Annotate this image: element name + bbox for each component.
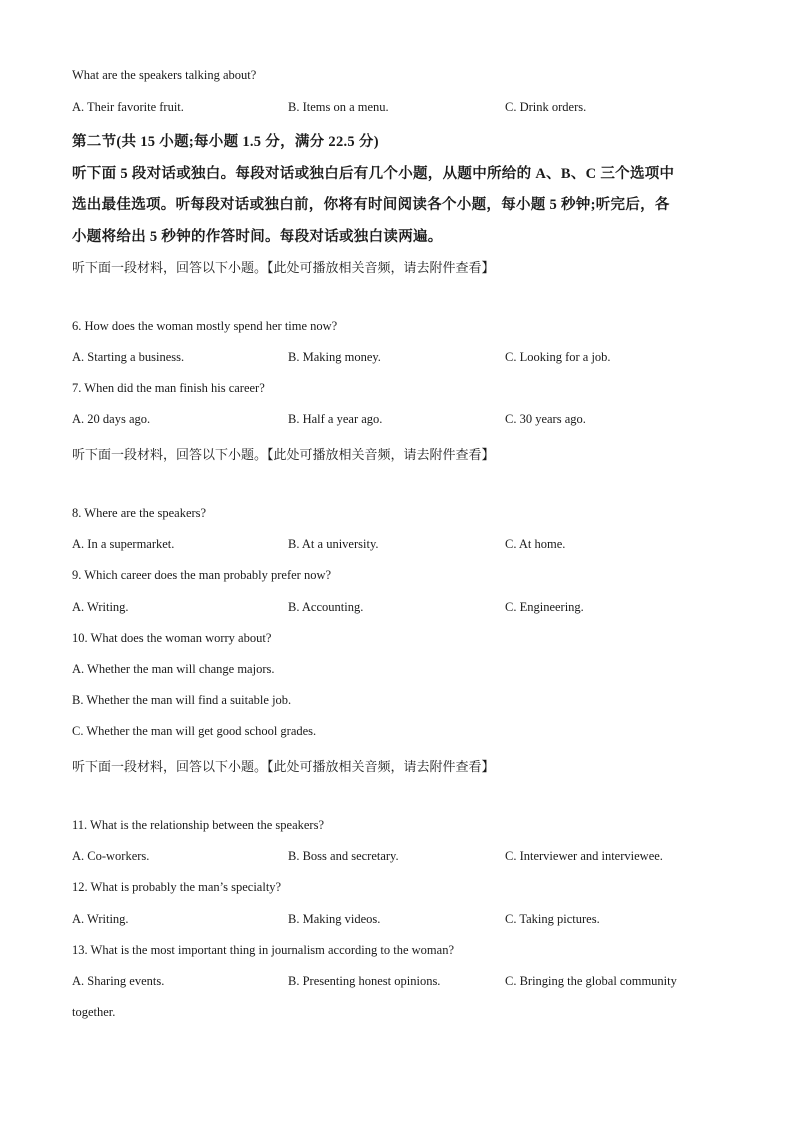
option-b: B. Items on a menu. bbox=[288, 100, 389, 114]
question-13-options bbox=[72, 974, 732, 992]
question-9-stem: 9. Which career does the man probably prefer now? bbox=[72, 568, 332, 582]
option-c: C. Interviewer and interviewee. bbox=[505, 849, 663, 863]
section-heading: 第二节(共 15 小题;每小题 1.5 分，满分 22.5 分) bbox=[72, 134, 379, 150]
option-a: A. Starting a business. bbox=[72, 350, 185, 364]
option-c: C. Looking for a job. bbox=[505, 350, 611, 364]
option-c: C. Taking pictures. bbox=[505, 912, 600, 926]
question-7-options bbox=[72, 412, 732, 430]
option-a: A. Their favorite fruit. bbox=[72, 100, 184, 114]
question-8-stem: 8. Where are the speakers? bbox=[72, 506, 207, 520]
question-13-stem: 13. What is the most important thing in journalism according to the woman? bbox=[72, 943, 454, 957]
option-b: B. Making money. bbox=[288, 350, 381, 364]
option-a: A. Writing. bbox=[72, 912, 129, 926]
option-b: B. Accounting. bbox=[288, 600, 364, 614]
question-6-stem: 6. How does the woman mostly spend her time now? bbox=[72, 319, 338, 333]
option-a: A. 20 days ago. bbox=[72, 412, 151, 426]
option-a: A. Co-workers. bbox=[72, 849, 150, 863]
option-c: C. 30 years ago. bbox=[505, 412, 586, 426]
option-c: C. Bringing the global community bbox=[505, 974, 677, 988]
question-10-stem: 10. What does the woman worry about? bbox=[72, 631, 272, 645]
option-a: A. Whether the man will change majors. bbox=[72, 662, 275, 676]
option-b: B. Making videos. bbox=[288, 912, 381, 926]
instructions-line-2: 选出最佳选项。听每段对话或独白前，你将有时间阅读各个小题，每小题 5 秒钟;听完后，各 bbox=[72, 197, 670, 213]
question-12-options bbox=[72, 912, 732, 930]
option-b: B. Half a year ago. bbox=[288, 412, 383, 426]
option-c: C. Whether the man will get good school grades. bbox=[72, 724, 317, 738]
question-5-stem: What are the speakers talking about? bbox=[72, 68, 257, 82]
question-5-options bbox=[72, 100, 732, 118]
listen-note: 听下面一段材料，回答以下小题。【此处可播放相关音频，请去附件查看】 bbox=[72, 759, 495, 774]
question-8-options bbox=[72, 537, 732, 555]
option-a: A. Writing. bbox=[72, 600, 129, 614]
question-9-options bbox=[72, 600, 732, 618]
option-b: B. Presenting honest opinions. bbox=[288, 974, 441, 988]
option-a: A. In a supermarket. bbox=[72, 537, 175, 551]
option-c-continuation: together. bbox=[72, 1005, 116, 1019]
question-11-stem: 11. What is the relationship between the speakers? bbox=[72, 818, 325, 832]
listen-note: 听下面一段材料，回答以下小题。【此处可播放相关音频，请去附件查看】 bbox=[72, 260, 495, 275]
instructions-line-3: 小题将给出 5 秒钟的作答时间。每段对话或独白读两遍。 bbox=[72, 229, 443, 245]
option-c: C. Engineering. bbox=[505, 600, 584, 614]
instructions-line-1: 听下面 5 段对话或独白。每段对话或独白后有几个小题，从题中所给的 A、B、C 三个选项中 bbox=[72, 166, 675, 182]
option-b: B. Boss and secretary. bbox=[288, 849, 399, 863]
option-b: B. At a university. bbox=[288, 537, 379, 551]
option-c: C. At home. bbox=[505, 537, 566, 551]
question-6-options bbox=[72, 350, 732, 368]
option-b: B. Whether the man will find a suitable job. bbox=[72, 693, 292, 707]
question-11-options bbox=[72, 849, 732, 867]
option-a: A. Sharing events. bbox=[72, 974, 165, 988]
listen-note: 听下面一段材料，回答以下小题。【此处可播放相关音频，请去附件查看】 bbox=[72, 447, 495, 462]
option-c: C. Drink orders. bbox=[505, 100, 587, 114]
question-7-stem: 7. When did the man finish his career? bbox=[72, 381, 265, 395]
question-12-stem: 12. What is probably the man’s specialty? bbox=[72, 880, 282, 894]
